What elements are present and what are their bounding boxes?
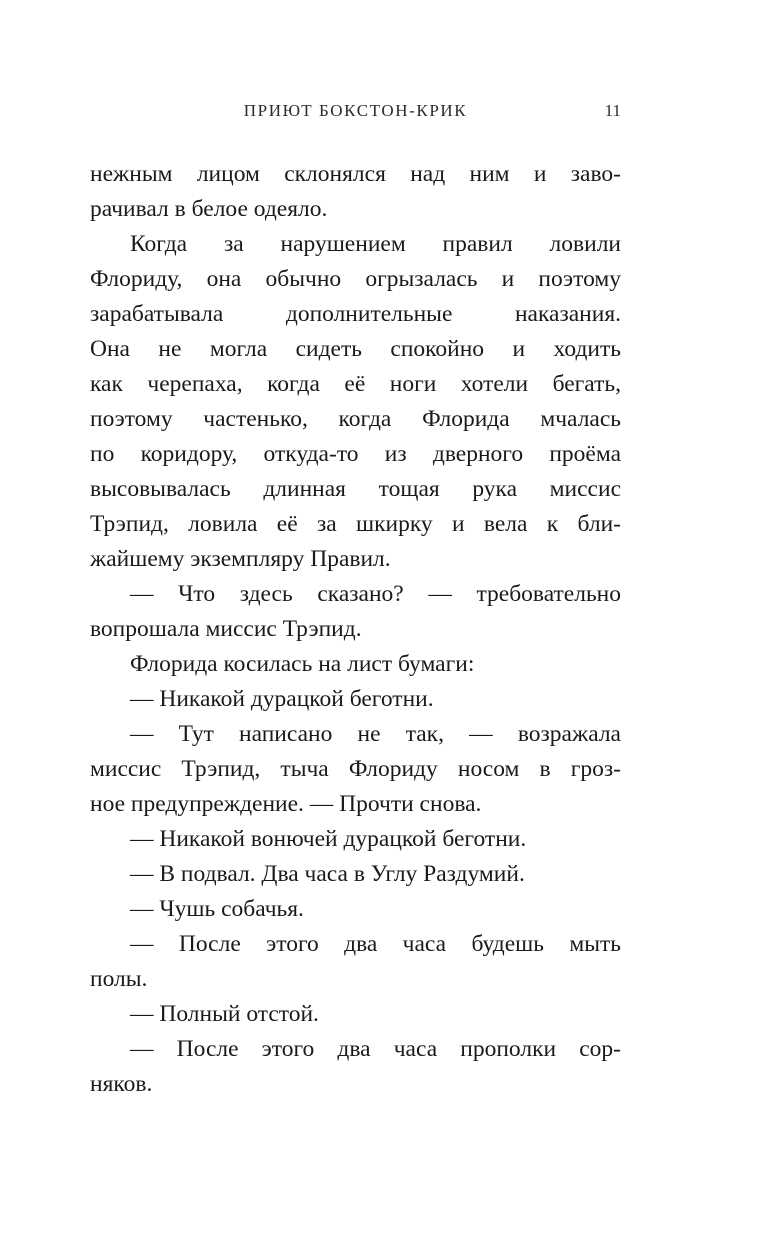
text-line: няков. — [90, 1071, 153, 1097]
text-line: Флориду, она обычно огрызалась и поэтому — [90, 266, 621, 292]
text-line: нежным лицом склонялся над ним и заво- — [90, 161, 621, 187]
text-line: рачивал в белое одеяло. — [90, 196, 328, 222]
text-line: Когда за нарушением правил ловили — [130, 231, 621, 257]
text-line: — Никакой вонючей дурацкой беготни. — [130, 826, 527, 852]
text-line: Трэпид, ловила её за шкирку и вела к бли- — [90, 511, 621, 537]
text-line: — Тут написано не так, — возражала — [130, 721, 621, 747]
text-line: — После этого два часа будешь мыть — [130, 931, 621, 957]
text-line: миссис Трэпид, тыча Флориду носом в гроз- — [90, 756, 621, 782]
text-line: — Чушь собачья. — [130, 896, 304, 922]
text-line: ное предупреждение. — Прочти снова. — [90, 791, 482, 817]
page-number: 11 — [604, 101, 621, 120]
text-line: полы. — [90, 966, 148, 992]
text-line: как черепаха, когда её ноги хотели бегать, — [90, 371, 621, 397]
running-title: ПРИЮТ БОКСТОН-КРИК — [243, 101, 468, 120]
text-line: по коридору, откуда-то из дверного проёма — [90, 441, 621, 467]
text-line: — Полный отстой. — [130, 1001, 319, 1027]
text-line: — Что здесь сказано? — требовательно — [130, 581, 621, 607]
text-line: — После этого два часа прополки сор- — [130, 1036, 621, 1062]
text-line: вопрошала миссис Трэпид. — [90, 616, 362, 642]
text-line: — Никакой дурацкой беготни. — [130, 686, 434, 712]
text-line: жайшему экземпляру Правил. — [90, 546, 391, 572]
text-line: — В подвал. Два часа в Углу Раздумий. — [130, 861, 525, 887]
text-line: Она не могла сидеть спокойно и ходить — [90, 336, 621, 362]
text-line: зарабатывала дополнительные наказания. — [90, 301, 621, 327]
text-line: высовывалась длинная тощая рука миссис — [90, 476, 621, 502]
running-head — [90, 99, 621, 123]
text-line: поэтому частенько, когда Флорида мчалась — [90, 406, 621, 432]
text-line: Флорида косилась на лист бумаги: — [130, 651, 475, 677]
body-text — [90, 157, 621, 1102]
